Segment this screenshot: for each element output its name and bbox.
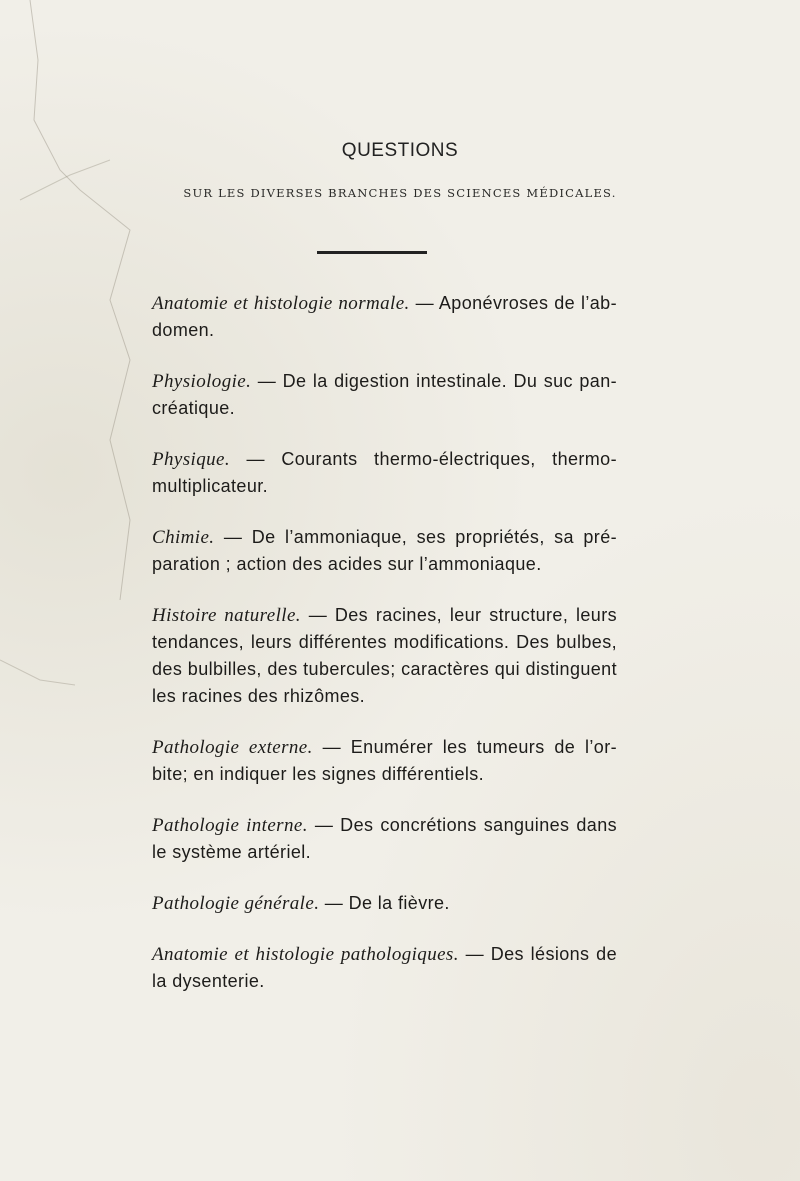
question-subject: Pathologie externe. — [152, 737, 313, 758]
question-physique — [152, 446, 617, 500]
question-anatomie-pathologique — [152, 941, 617, 995]
page-title: QUESTIONS — [341, 140, 459, 161]
question-text: — Enumérer les tumeurs de l’or-bite; en indiquer les signes différentiels. — [152, 737, 617, 784]
question-chimie — [152, 524, 617, 578]
page-subtitle: SUR LES DIVERSES BRANCHES DES SCIENCES MÉDICALES. — [183, 186, 617, 200]
question-pathologie-generale — [152, 890, 617, 917]
question-subject: Histoire naturelle. — [152, 605, 301, 626]
title-divider — [317, 251, 427, 254]
question-pathologie-interne — [152, 812, 617, 866]
question-subject: Anatomie et histologie normale. — [152, 293, 410, 314]
question-subject: Physiologie. — [152, 371, 252, 392]
question-text: — Aponévroses de l’ab-domen. — [152, 293, 617, 340]
question-subject: Pathologie générale. — [152, 893, 320, 914]
question-subject: Anatomie et histologie pathologiques. — [152, 944, 459, 965]
question-subject: Pathologie interne. — [152, 815, 308, 836]
question-histoire-naturelle — [152, 602, 617, 710]
question-text: — Des racines, leur structure, leurs tendances, leurs différentes modifications. Des bulbes, des bulbilles, des tubercules; caractères qui distinguent les racines des rhizômes. — [152, 605, 617, 706]
question-pathologie-externe — [152, 734, 617, 788]
question-text: — De l’ammoniaque, ses propriétés, sa pré-paration ; action des acides sur l’ammoniaque. — [152, 527, 618, 574]
question-subject: Physique. — [152, 449, 230, 470]
question-text: — Courants thermo-électriques, thermo-multiplicateur. — [152, 449, 617, 496]
question-text: — Des concrétions sanguines dans le système artériel. — [152, 815, 618, 862]
question-text: — De la digestion intestinale. Du suc pan-créatique. — [152, 371, 617, 418]
questions-list — [152, 290, 617, 1019]
question-text: — De la fièvre. — [324, 893, 450, 913]
question-subject: Chimie. — [152, 527, 215, 548]
question-physiologie — [152, 368, 617, 422]
question-anatomie — [152, 290, 617, 344]
question-text: — Des lésions de la dysenterie. — [152, 944, 617, 991]
